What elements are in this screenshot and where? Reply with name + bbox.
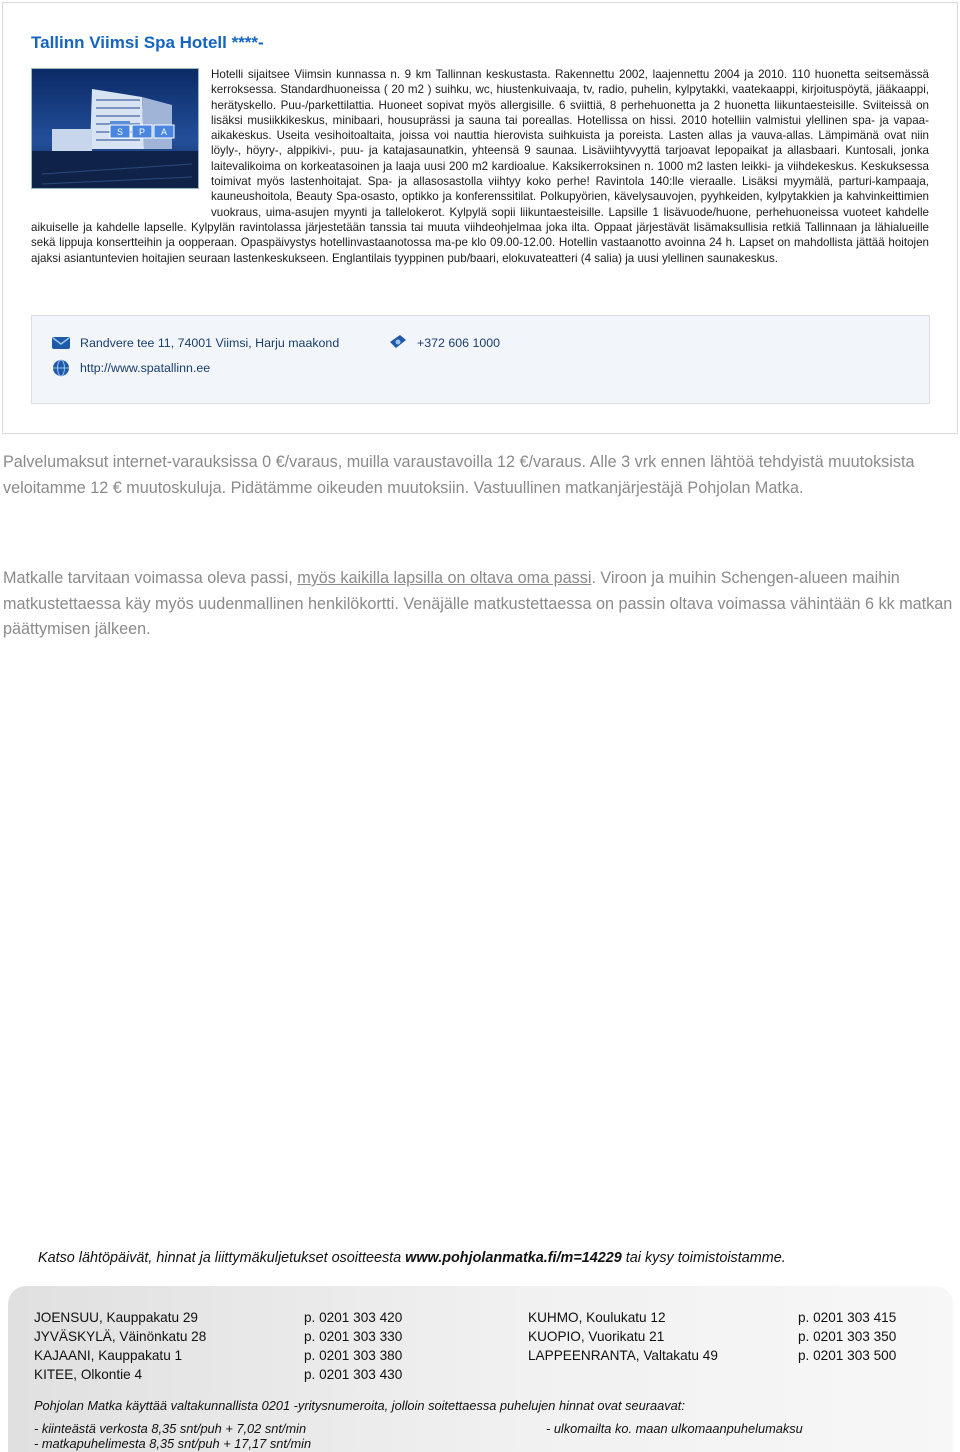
contact-phone: +372 606 1000 (417, 336, 501, 350)
price-landline: - kiinteästä verkosta 8,35 snt/puh + 7,02 snt/min (34, 1421, 307, 1436)
passport-children-link[interactable]: myös kaikilla lapsilla on oltava oma passi (297, 569, 592, 587)
footer-info-start: Katso lähtöpäivät, hinnat ja liittymäkuljetukset osoitteesta (38, 1250, 406, 1266)
office-name: JOENSUU, Kauppakatu 29 (34, 1310, 198, 1325)
contact-address: Randvere tee 11, 74001 Viimsi, Harju maakond (80, 336, 340, 350)
contact-box (31, 315, 930, 404)
office-phone: p. 0201 303 415 (798, 1310, 897, 1325)
office-phone: p. 0201 303 420 (304, 1310, 403, 1325)
passport-text-end: . Viroon ja muihin Schengen-alueen maihin matkustettaessa käy myös uudenmallinen henkilökortti. Venäjälle matkustettaessa on passin oltava voimassa vähintään 6 kk matkan päättymisen jälkeen. (3, 569, 953, 638)
price-mobile: - matkapuhelimesta 8,35 snt/puh + 17,17 snt/min (34, 1436, 312, 1451)
office-name: KUOPIO, Vuorikatu 21 (528, 1329, 665, 1344)
office-phone: p. 0201 303 350 (798, 1329, 897, 1344)
footer-info-end: tai kysy toimistoistamme. (621, 1250, 786, 1266)
envelope-icon (51, 334, 71, 352)
office-phone: p. 0201 303 430 (304, 1367, 403, 1382)
contact-website[interactable]: http://www.spatallinn.ee (80, 361, 211, 375)
hotel-title: Tallinn Viimsi Spa Hotell ****- (31, 33, 264, 52)
svg-text:A: A (160, 127, 168, 137)
passport-text-start: Matkalle tarvitaan voimassa oleva passi, (3, 569, 298, 587)
office-name: LAPPEENRANTA, Valtakatu 49 (528, 1348, 718, 1363)
office-name: KUHMO, Koulukatu 12 (528, 1310, 666, 1325)
service-fees-text: Palvelumaksut internet-varauksissa 0 €/varaus, muilla varaustavoilla 12 €/varaus. Alle 3 vrk ennen lähtöä tehdyistä muutoksista veloitamme 12 € muutoskuluja. Pidätämme oikeuden muutoksiin. Vastuullinen matkanjärjestäjä Pohjolan Matka. (3, 453, 915, 497)
hotel-photo (31, 68, 199, 189)
website-row (51, 359, 210, 377)
passport-text (3, 566, 953, 643)
phone-icon (388, 334, 408, 352)
office-name: JYVÄSKYLÄ, Väinönkatu 28 (34, 1329, 207, 1344)
office-phone: p. 0201 303 380 (304, 1348, 403, 1363)
hotel-description-text: Hotelli sijaitsee Viimsin kunnassa n. 9 km Tallinnan keskustasta. Rakennettu 2002, laajennettu 2004 ja 2010. 110 huonetta seitsemässä kerroksessa. Standardhuoneissa ( 20 m2 ) suihku, wc, hiustenkuivaaja, tv, radio, puhelin, kylpytakki, vaatekaappi, kirjoituspöytä, jääkaappi, herätyskello. Puu-/parkettilattia. Huoneet sopivat myös allergisille. 6 sviittiä, 8 perhehuonetta ja 2 huonetta liikuntaesteisille. Sviiteissä on lisäksi musiikkikeskus, minibaari, housuprässi ja sauna tai poreallas. Hotellissa on hissi. 2010 hotelliin valmistui ylellinen spa- ja vapaa-aikakeskus. Useita vesihoitoaltaita, joissa voi nauttia hierovista suihkuista ja poreista. Lasten allas ja vauva-allas. Lämpimänä ovat niin löyly-, höyry-, alppikivi-, puu- ja katajasaunatkin, yhteensä 9 saunaa. Lisäviihtyvyyttä tarjoavat lepopaikat ja allasbaari. Kuntosali, jonka laitevalikoima on korkeatasoinen ja laaja uusi 200 m2 kardioalue. Kaksikerroksinen n. 1000 m2 lasten leikki- ja viihdekeskus. Keskuksessa toimivat myös lastenhoitajat. Spa- ja allasosastolla viihtyy koko perhe! Ravintola 140:lle vieraalle. Lisäksi myymälä, parturi-kampaaja, kauneushoitola, Beauty Spa-osasto, optikko ja konferenssitilat. Polkupyörien, kävelysauvojen, pyyhkeiden, kylpytakkien ja kahvinkeittimien vuokraus, uima-asujen myynti ja tallelokerot. Kylpylä sopii liikuntaesteisille. Lapsille 1 lisävuode/huone, perhehuoneissa vuoteet kahdelle aikuiselle ja kahdelle lapselle. Kylpylän ravintolassa järjestetään tanssia tai muuta viihdeohjelmaa joka ilta. Oppaat järjestävät lisämaksullisia retkiä Tallinnaan ja lähialueille sekä lippuja konsertteihin ja oopperaan. Opaspäivystys hotellinvastaanotossa ma-pe klo 09.00-12.00. Hotellin vastaanotto avoinna 24 h. Lapset on mahdollista jättää hoitojen ajaksi asiantuntevien hoitajien seuraan lastenkeskukseen. Englantilais tyyppinen pub/baari, elokuvateatteri (4 salia) ja uusi ylellinen saunakeskus. (31, 68, 929, 265)
phone-row (388, 334, 500, 352)
office-phone: p. 0201 303 330 (304, 1329, 403, 1344)
office-name: KITEE, Olkontie 4 (34, 1367, 143, 1382)
price-abroad: - ulkomailta ko. maan ulkomaanpuhelumaksu (546, 1421, 803, 1436)
number-note: Pohjolan Matka käyttää valtakunnallista 0201 -yritysnumeroita, jolloin soitettaessa puhelujen hinnat ovat seuraavat: (34, 1398, 685, 1413)
globe-icon (51, 359, 71, 377)
office-phone: p. 0201 303 500 (798, 1348, 897, 1363)
footer-info-line (38, 1250, 786, 1266)
footer-url-link[interactable]: www.pohjolanmatka.fi/m=14229 (405, 1250, 622, 1266)
svg-text:S: S (116, 127, 124, 137)
svg-text:P: P (138, 127, 146, 137)
address-row (51, 334, 339, 352)
office-name: KAJAANI, Kauppakatu 1 (34, 1348, 183, 1363)
